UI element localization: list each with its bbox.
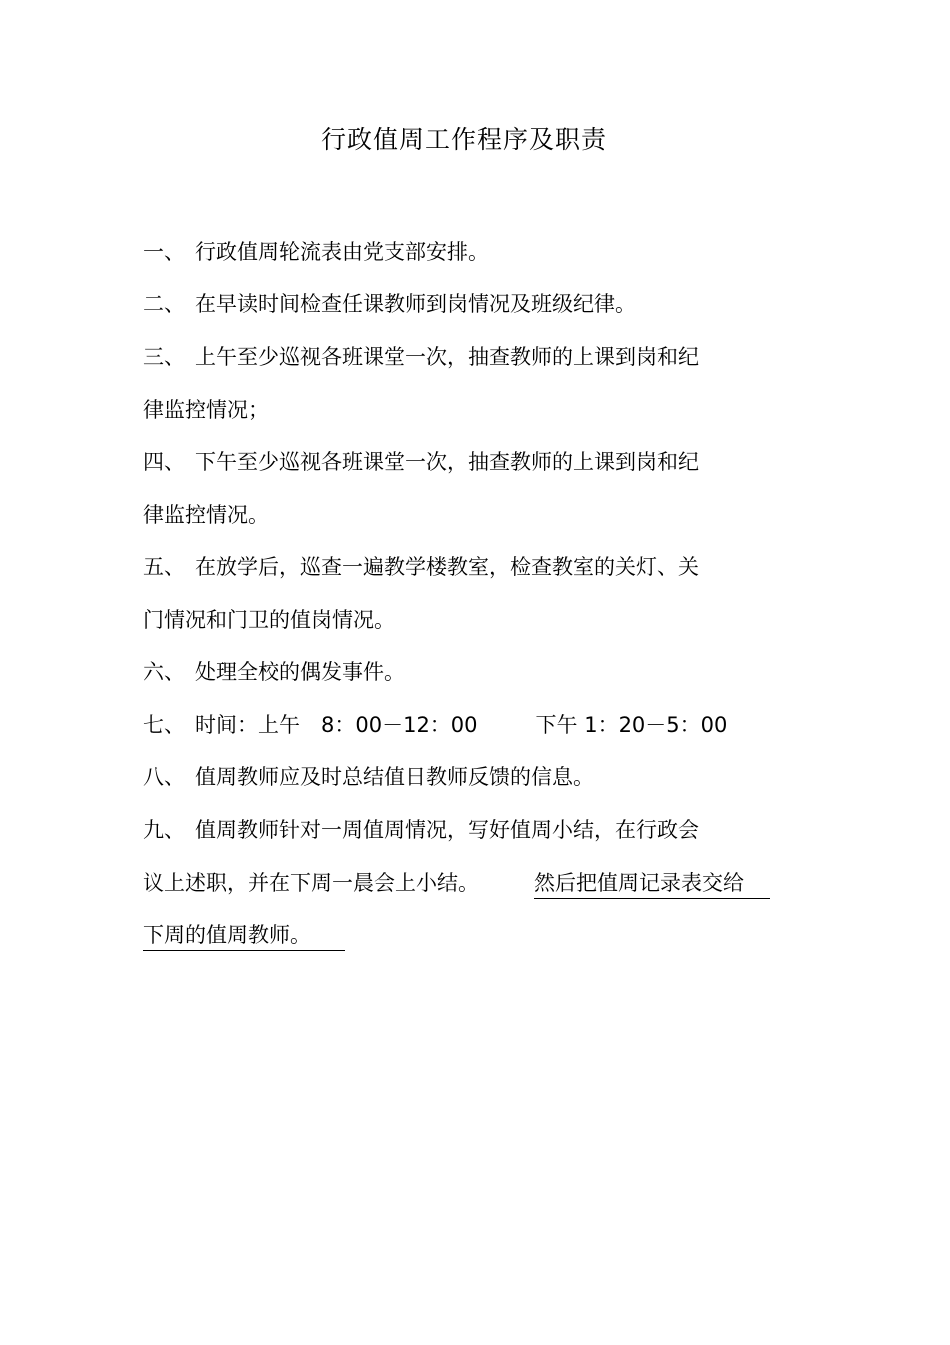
item-number: 五、 xyxy=(143,555,185,579)
list-item-continuation xyxy=(143,866,770,900)
list-item xyxy=(143,287,636,321)
item-text: 行政值周轮流表由党支部安排。 xyxy=(195,240,489,264)
list-item xyxy=(143,760,594,794)
item-text: 议上述职，并在下周一晨会上小结。 xyxy=(143,871,479,895)
list-item-continuation xyxy=(143,603,395,637)
list-item xyxy=(143,445,699,479)
list-item xyxy=(143,340,699,374)
schedule-morning: 时间：上午 8：00－12：00 xyxy=(195,713,478,737)
item-text: 值周教师应及时总结值日教师反馈的信息。 xyxy=(195,765,594,789)
underlined-text: 下周的值周教师。 xyxy=(143,920,345,951)
item-text: 律监控情况； xyxy=(143,398,269,422)
item-text: 处理全校的偶发事件。 xyxy=(195,660,405,684)
item-text: 下午至少巡视各班课堂一次，抽查教师的上课到岗和纪 xyxy=(195,450,699,474)
item-number: 七、 xyxy=(143,713,185,737)
item-text: 上午至少巡视各班课堂一次，抽查教师的上课到岗和纪 xyxy=(195,345,699,369)
item-number: 二、 xyxy=(143,292,185,316)
item-number: 一、 xyxy=(143,240,185,264)
item-text: 值周教师针对一周值周情况，写好值周小结，在行政会 xyxy=(195,818,699,842)
item-number: 三、 xyxy=(143,345,185,369)
list-item-continuation xyxy=(143,393,269,427)
item-number: 八、 xyxy=(143,765,185,789)
item-text: 门情况和门卫的值岗情况。 xyxy=(143,608,395,632)
item-number: 四、 xyxy=(143,450,185,474)
item-text: 在早读时间检查任课教师到岗情况及班级纪律。 xyxy=(195,292,636,316)
item-number: 六、 xyxy=(143,660,185,684)
list-item-continuation xyxy=(143,918,345,952)
item-text: 律监控情况。 xyxy=(143,503,269,527)
document-title: 行政值周工作程序及职责 xyxy=(320,125,607,154)
list-item xyxy=(143,708,727,742)
item-number: 九、 xyxy=(143,818,185,842)
list-item xyxy=(143,550,699,584)
list-item xyxy=(143,235,489,269)
list-item xyxy=(143,813,699,847)
list-item-continuation xyxy=(143,498,269,532)
schedule-afternoon: 下午 1：20－5：00 xyxy=(535,713,728,737)
item-text: 在放学后，巡查一遍教学楼教室，检查教室的关灯、关 xyxy=(195,555,699,579)
list-item xyxy=(143,655,405,689)
underlined-text: 然后把值周记录表交给 xyxy=(534,868,770,899)
